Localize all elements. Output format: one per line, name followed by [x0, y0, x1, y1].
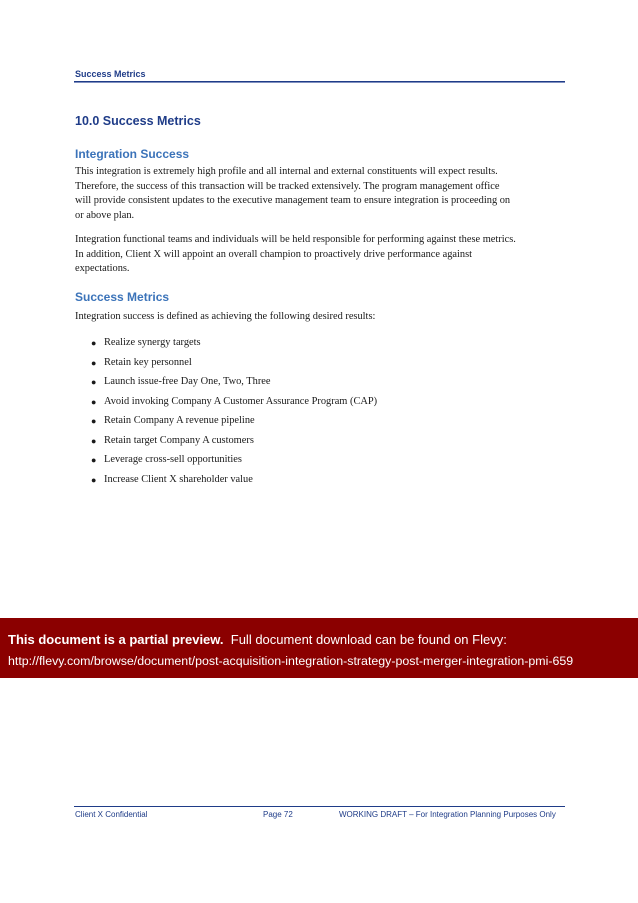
list-item: [91, 375, 377, 395]
bullet-icon: ●: [91, 357, 97, 368]
banner-text: Full document download can be found on Flevy:: [223, 632, 507, 647]
bullet-icon: ●: [91, 474, 97, 485]
footer-page-number: Page 72: [263, 810, 293, 819]
list-item-text: Launch issue-free Day One, Two, Three: [104, 376, 271, 387]
paragraph-line: will provide consistent updates to the executive management team to ensure integration is proceeding on: [75, 195, 511, 206]
preview-banner: [0, 618, 638, 678]
footer-right: WORKING DRAFT – For Integration Planning Purposes Only: [339, 810, 556, 819]
list-item-text: Retain key personnel: [104, 356, 192, 368]
bullet-icon: ●: [91, 455, 97, 465]
list-item: [91, 434, 377, 454]
paragraph-line: expectations.: [75, 263, 130, 274]
list-item: [91, 453, 377, 473]
integration-success-heading: Integration Success: [75, 147, 190, 161]
paragraph-line: Therefore, the success of this transaction will be tracked extensively. The program management office: [75, 180, 500, 192]
section-title: 10.0 Success Metrics: [75, 114, 201, 128]
paragraph-line: Integration functional teams and individuals will be held responsible for performing against these metrics.: [75, 234, 516, 245]
banner-link[interactable]: http://flevy.com/browse/document/post-acquisition-integration-strategy-post-merger-integration-pmi-659: [8, 654, 574, 668]
list-item-text: Retain Company A revenue pipeline: [104, 415, 255, 426]
paragraph-line: In addition, Client X will appoint an overall champion to proactively drive performance against: [75, 248, 473, 260]
success-metrics-list: [91, 336, 377, 492]
paragraph-line: or above plan.: [75, 209, 135, 221]
success-metrics-heading: Success Metrics: [75, 290, 170, 304]
banner-message: [8, 632, 507, 647]
footer-left: Client X Confidential: [75, 810, 148, 819]
list-item: [91, 356, 377, 376]
bullet-icon: ●: [91, 377, 97, 387]
list-item: [91, 473, 377, 493]
list-item-text: Avoid invoking Company A Customer Assurance Program (CAP): [104, 395, 378, 407]
list-item: [91, 395, 377, 415]
list-item-text: Retain target Company A customers: [104, 434, 254, 446]
integration-success-paragraph-2: [75, 233, 570, 277]
header-divider: [74, 81, 565, 83]
bullet-icon: ●: [91, 396, 97, 407]
success-metrics-intro: Integration success is defined as achieving the following desired results:: [75, 311, 376, 322]
running-header: Success Metrics: [75, 69, 146, 79]
bullet-icon: ●: [91, 435, 97, 446]
list-item-text: Realize synergy targets: [104, 337, 201, 348]
bullet-icon: ●: [91, 338, 97, 348]
integration-success-paragraph-1: [75, 165, 570, 223]
list-item-text: Increase Client X shareholder value: [104, 473, 253, 485]
bullet-icon: ●: [91, 416, 97, 426]
list-item-text: Leverage cross-sell opportunities: [104, 454, 242, 465]
banner-bold-text: This document is a partial preview.: [8, 632, 224, 647]
list-item: [91, 414, 377, 434]
list-item: [91, 336, 377, 356]
footer-divider: [74, 806, 565, 807]
paragraph-line: This integration is extremely high profile and all internal and external constituents will expect results.: [75, 166, 498, 177]
